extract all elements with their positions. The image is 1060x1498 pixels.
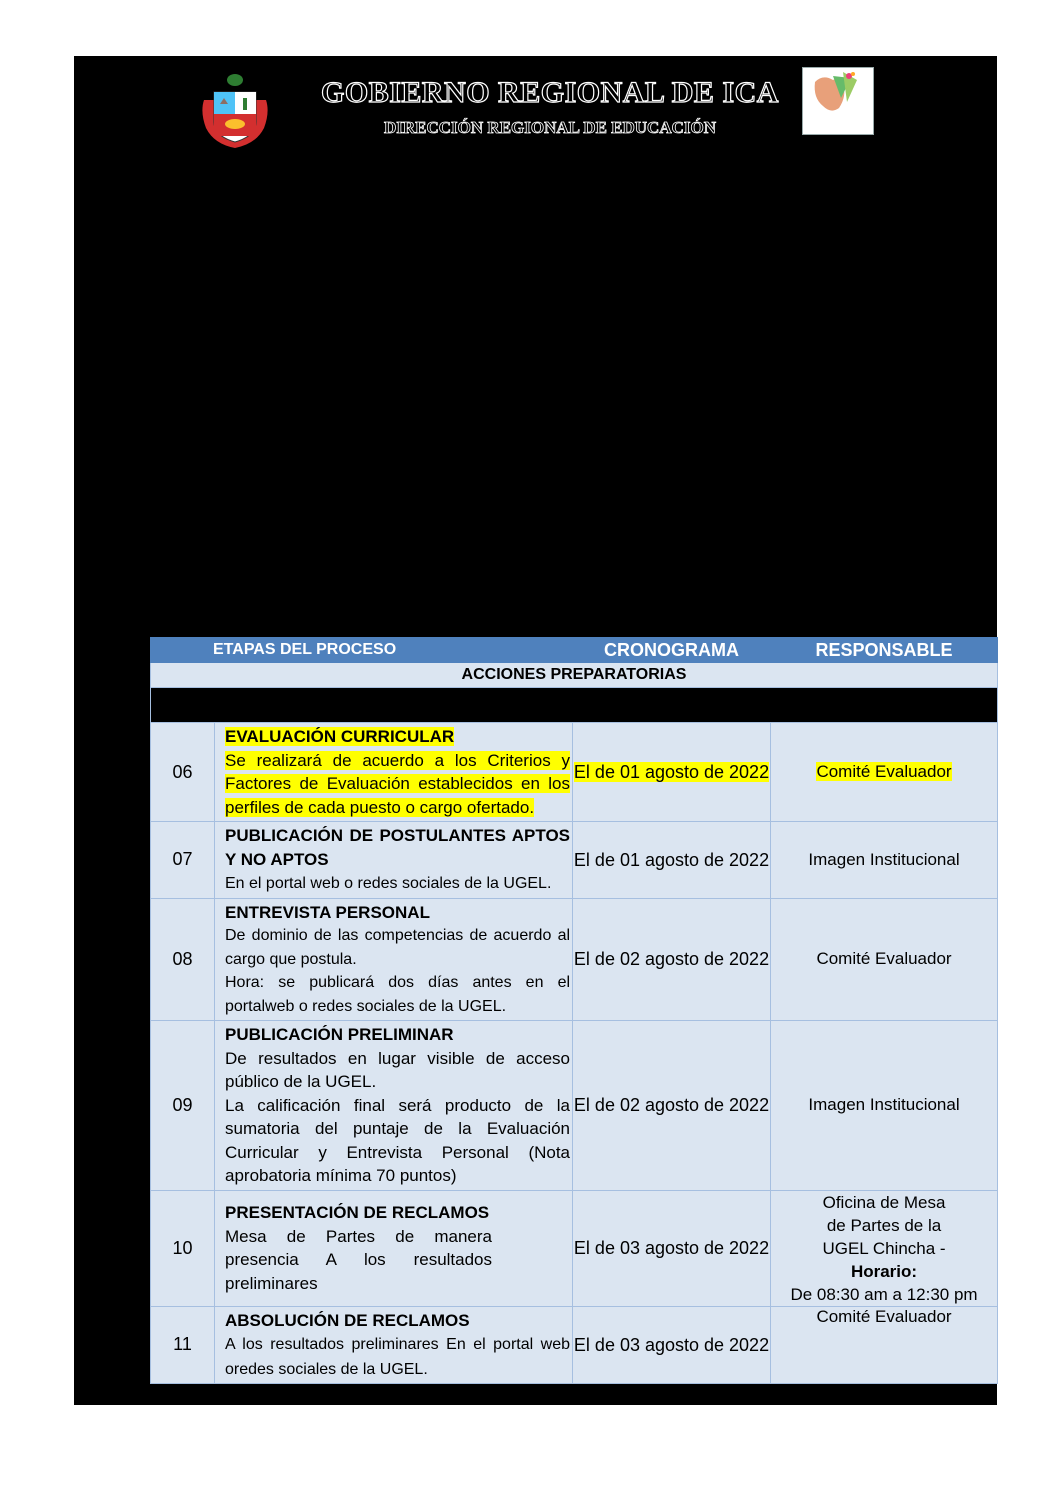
row-detail-2: Hora: se publicará dos días antes en el portalweb o redes sociales de la UGEL. xyxy=(225,974,571,1015)
row-description xyxy=(215,822,573,899)
row-detail: De resultados en lugar visible de acceso público de la UGEL. xyxy=(225,1048,571,1091)
row-detail: Mesa de Partes de manera presencia A los resultados preliminares xyxy=(225,1226,493,1293)
header-title: GOBIERNO REGIONAL DE ICA xyxy=(321,76,779,109)
regional-logo-icon xyxy=(803,68,873,134)
row-detail: Se realizará de acuerdo a los Criterios y Factores de Evaluación establecidos en los perfiles de cada puesto o cargo ofertado. xyxy=(225,750,571,817)
row-number: 07 xyxy=(151,822,215,899)
table-row xyxy=(151,898,998,1021)
row-detail: A los resultados preliminares En el portal web oredes sociales de la UGEL. xyxy=(225,1336,571,1378)
row-title: ABSOLUCIÓN DE RECLAMOS xyxy=(225,1310,470,1330)
table-row xyxy=(151,1190,998,1306)
row-date: El de 02 agosto de 2022 xyxy=(573,1021,771,1191)
schedule-table-container xyxy=(150,637,997,1384)
row-responsible-text: Comité Evaluador xyxy=(816,762,952,781)
section-title: ACCIONES PREPARATORIAS xyxy=(151,663,998,688)
row-detail: De dominio de las competencias de acuerdo al cargo que postula. xyxy=(225,927,571,968)
table-row xyxy=(151,1306,998,1384)
row-responsible xyxy=(771,723,998,822)
schedule-table xyxy=(150,637,998,1384)
row-title: PRESENTACIÓN DE RECLAMOS xyxy=(225,1203,490,1222)
column-header-responsible: RESPONSABLE xyxy=(771,638,998,663)
row-number: 10 xyxy=(151,1190,215,1306)
row-detail: En el portal web o redes sociales de la UGEL. xyxy=(225,875,552,892)
redacted-row xyxy=(151,688,998,723)
column-header-stages: ETAPAS DEL PROCESO xyxy=(151,638,573,663)
row-detail-2: La calificación final será producto de la sumatoria del puntaje de la Evaluación Curricular y Entrevista Personal (Nota aprobatoria mínima 70 puntos) xyxy=(225,1095,571,1185)
row-number: 11 xyxy=(151,1306,215,1384)
table-row xyxy=(151,822,998,899)
row-responsible: Comité Evaluador xyxy=(771,898,998,1021)
row-description xyxy=(215,1306,573,1384)
row-number: 09 xyxy=(151,1021,215,1191)
row-responsible: Imagen Institucional xyxy=(771,1021,998,1191)
row-responsible: Comité Evaluador xyxy=(771,1306,998,1384)
responsible-line: de Partes de la xyxy=(826,1215,942,1235)
redacted-cell xyxy=(151,688,998,723)
regional-logo xyxy=(802,67,874,135)
row-date: El de 01 agosto de 2022 xyxy=(573,822,771,899)
row-title: EVALUACIÓN CURRICULAR xyxy=(225,727,455,746)
table-header-row xyxy=(151,638,998,663)
row-date xyxy=(573,723,771,822)
schedule-hours: De 08:30 am a 12:30 pm xyxy=(790,1284,978,1304)
row-description xyxy=(215,898,573,1021)
row-number: 06 xyxy=(151,723,215,822)
row-date: El de 03 agosto de 2022 xyxy=(573,1306,771,1384)
row-description xyxy=(215,1021,573,1191)
column-header-schedule: CRONOGRAMA xyxy=(573,638,771,663)
responsible-line: UGEL Chincha - xyxy=(822,1238,946,1258)
row-description xyxy=(215,1190,573,1306)
row-description xyxy=(215,723,573,822)
header-subtitle: DIRECCIÓN REGIONAL DE EDUCACIÓN xyxy=(383,118,716,137)
row-title: ENTREVISTA PERSONAL xyxy=(225,902,430,922)
row-title: PUBLICACIÓN PRELIMINAR xyxy=(225,1025,454,1044)
table-row xyxy=(151,1021,998,1191)
row-title: PUBLICACIÓN DE POSTULANTES APTOS Y NO APTOS xyxy=(225,826,571,869)
responsible-line: Oficina de Mesa xyxy=(822,1192,946,1212)
row-number: 08 xyxy=(151,898,215,1021)
row-responsible xyxy=(771,1190,998,1306)
coat-of-arms-icon xyxy=(200,72,270,148)
table-row xyxy=(151,723,998,822)
row-date: El de 02 agosto de 2022 xyxy=(573,898,771,1021)
row-date-text: El de 01 agosto de 2022 xyxy=(573,762,770,782)
schedule-label: Horario: xyxy=(850,1261,918,1281)
row-date: El de 03 agosto de 2022 xyxy=(573,1190,771,1306)
row-responsible: Imagen Institucional xyxy=(771,822,998,899)
section-row xyxy=(151,663,998,688)
